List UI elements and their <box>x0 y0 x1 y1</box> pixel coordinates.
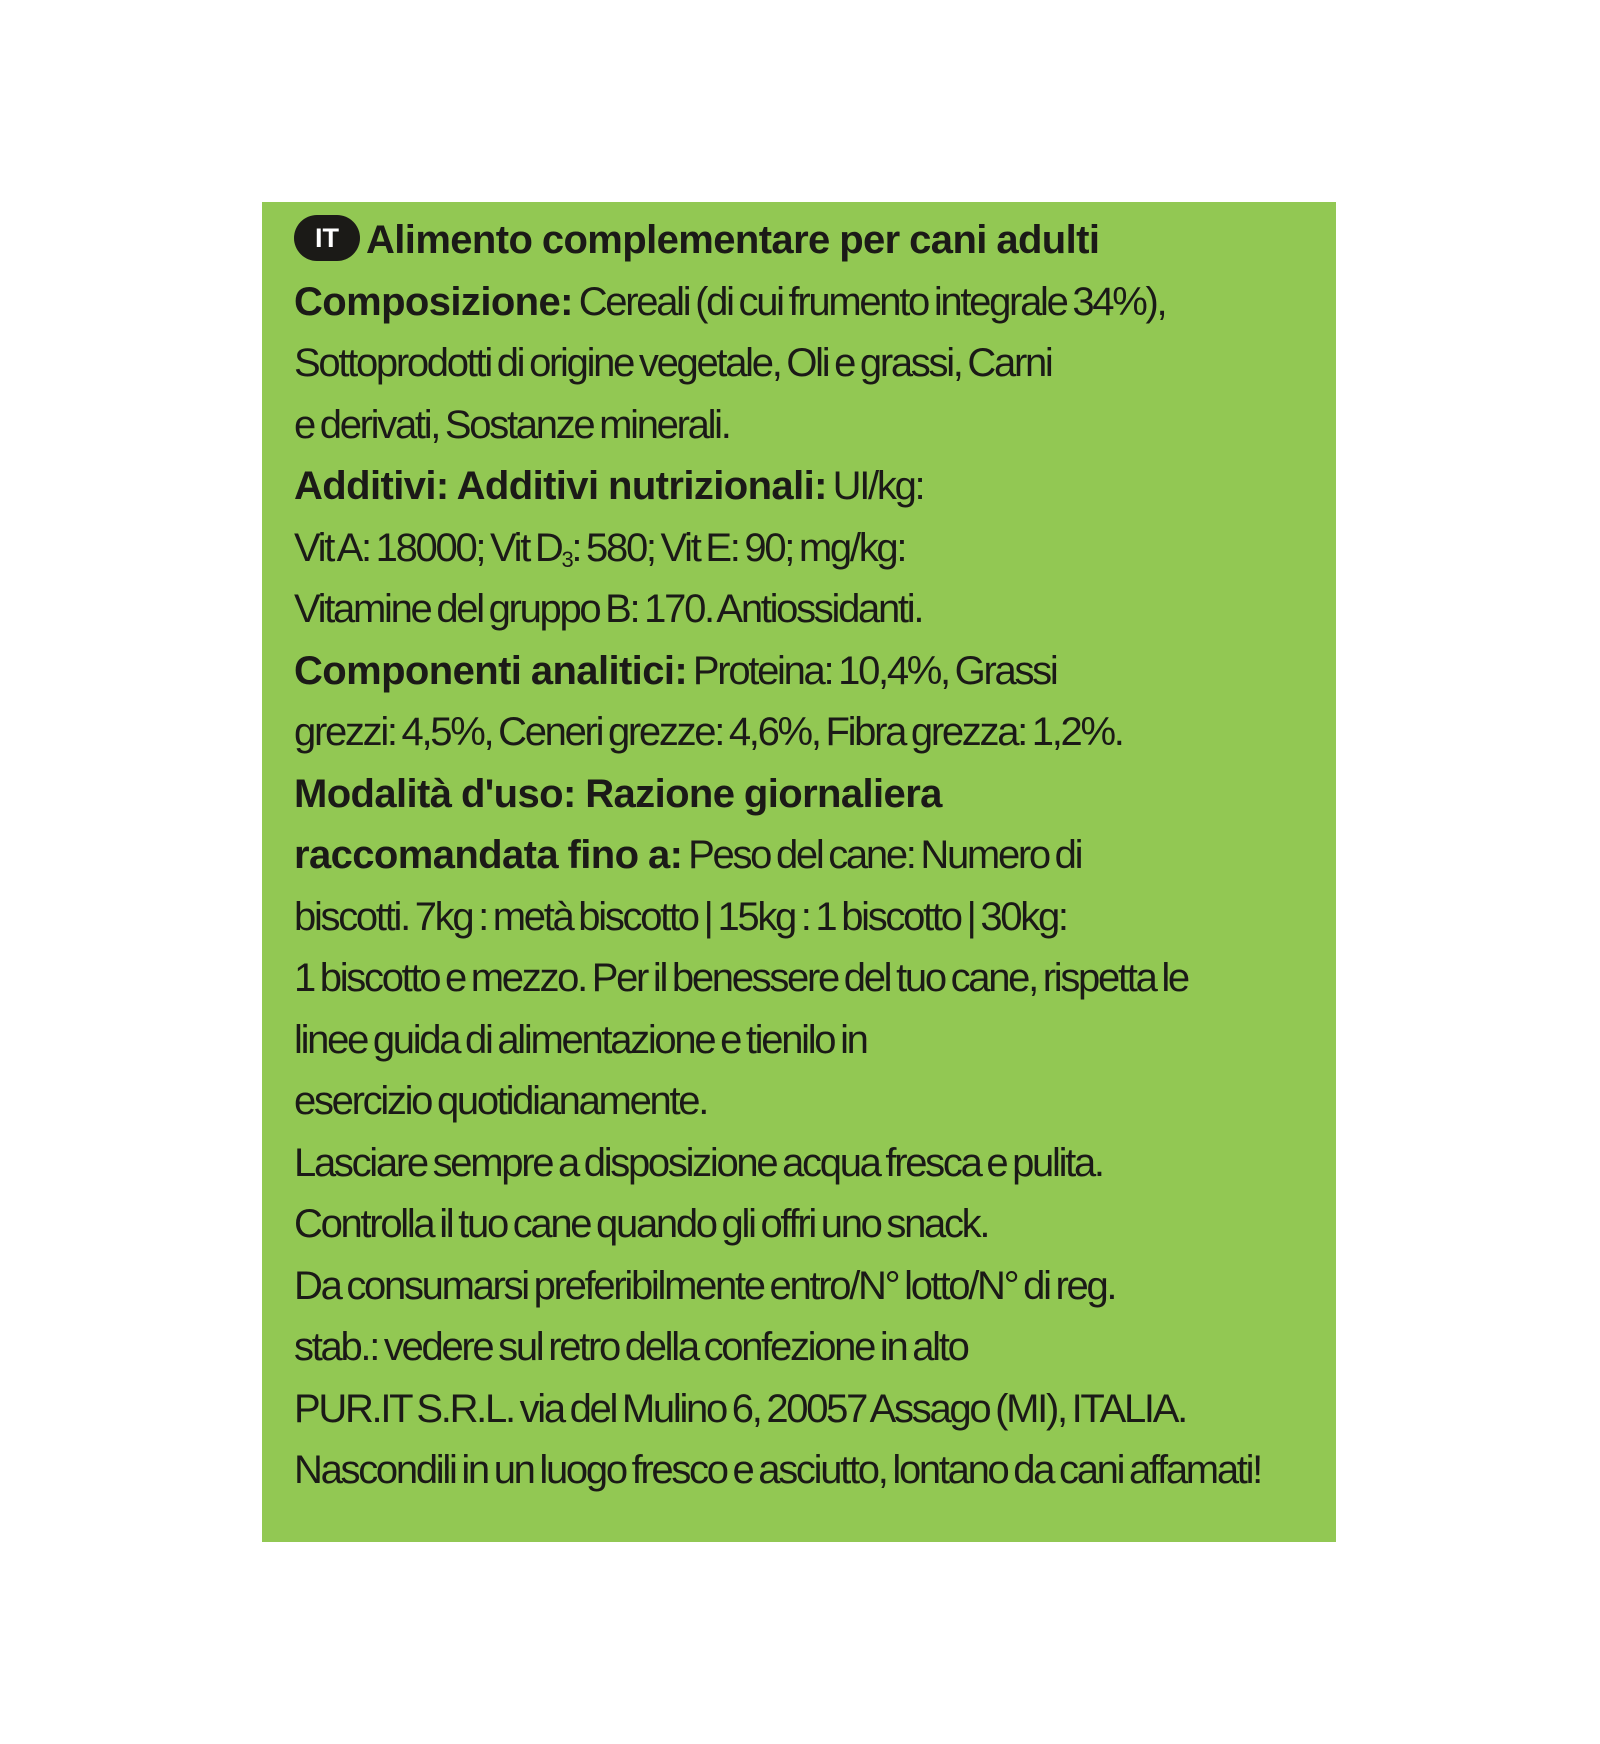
manufacturer-address: PUR.IT S.R.L. via del Mulino 6, 20057 Assago (MI), ITALIA. <box>294 1386 1186 1431</box>
usage-text-3: biscotti. 7kg : metà biscotto | 15kg : 1 biscotto | 30kg: <box>294 894 1067 939</box>
usage-line-2 <box>294 825 1324 887</box>
title-line <box>294 210 1324 272</box>
address-line <box>294 1379 1324 1441</box>
analytics-line-2 <box>294 702 1324 764</box>
composition-line-1 <box>294 272 1324 334</box>
snack-line <box>294 1194 1324 1256</box>
usage-label-2: raccomandata fino a: <box>294 833 683 877</box>
additives-line-1 <box>294 456 1324 518</box>
usage-text-5: linee guida di alimentazione e tienilo in <box>294 1017 867 1062</box>
additives-text-3: Vitamine del gruppo B: 170. Antiossidanti. <box>294 587 923 631</box>
analytics-line-1 <box>294 641 1324 703</box>
label-text <box>294 210 1324 1502</box>
product-title: Alimento complementare per cani adulti <box>366 218 1100 262</box>
usage-line-6 <box>294 1071 1324 1133</box>
composition-line-3 <box>294 395 1324 457</box>
usage-label-1: Modalità d'uso: Razione giornaliera <box>294 771 942 816</box>
usage-text-2: Peso del cane: Numero di <box>688 833 1082 877</box>
analytics-label: Componenti analitici: <box>294 648 688 693</box>
storage-note: Nascondili in un luogo fresco e asciutto, lontano da cani affamati! <box>294 1448 1261 1492</box>
water-line <box>294 1133 1324 1195</box>
water-note: Lasciare sempre a disposizione acqua fresca e pulita. <box>294 1140 1103 1185</box>
analytics-text-2: grezzi: 4,5%, Ceneri grezze: 4,6%, Fibra grezza: 1,2%. <box>294 710 1123 754</box>
additives-unit: UI/kg: <box>832 464 924 508</box>
composition-label: Composizione: <box>294 279 573 324</box>
composition-text-1: Cereali (di cui frumento integrale 34%), <box>578 279 1166 324</box>
vitamin-rest: : 580; Vit E: 90; mg/kg: <box>571 525 906 570</box>
additives-line-2 <box>294 518 1324 580</box>
additives-line-3 <box>294 579 1324 641</box>
composition-text-3: e derivati, Sostanze minerali. <box>294 402 730 447</box>
usage-text-4: 1 biscotto e mezzo. Per il benessere del tuo cane, rispetta le <box>294 956 1188 1000</box>
expiry-line-1 <box>294 1256 1324 1318</box>
snack-note: Controlla il tuo cane quando gli offri uno snack. <box>294 1202 989 1246</box>
usage-text-6: esercizio quotidianamente. <box>294 1079 708 1123</box>
additives-label: Additivi: Additivi nutrizionali: <box>294 464 827 508</box>
composition-text-2: Sottoprodotti di origine vegetale, Oli e grassi, Carni <box>294 341 1052 385</box>
expiry-line-2 <box>294 1317 1324 1379</box>
usage-line-1 <box>294 764 1324 826</box>
language-badge: IT <box>294 215 360 261</box>
expiry-note-1: Da consumarsi preferibilmente entro/N° lotto/N° di reg. <box>294 1263 1116 1308</box>
label-panel <box>262 202 1336 1542</box>
vitamin-d-subscript: 3 <box>561 546 572 572</box>
expiry-note-2: stab.: vedere sul retro della confezione in alto <box>294 1325 968 1369</box>
usage-line-4 <box>294 948 1324 1010</box>
usage-line-3 <box>294 887 1324 949</box>
usage-line-5 <box>294 1010 1324 1072</box>
composition-line-2 <box>294 333 1324 395</box>
storage-line <box>294 1440 1324 1502</box>
vitamin-a-d: Vit A: 18000; Vit D <box>294 525 562 570</box>
analytics-text-1: Proteina: 10,4%, Grassi <box>692 648 1057 693</box>
